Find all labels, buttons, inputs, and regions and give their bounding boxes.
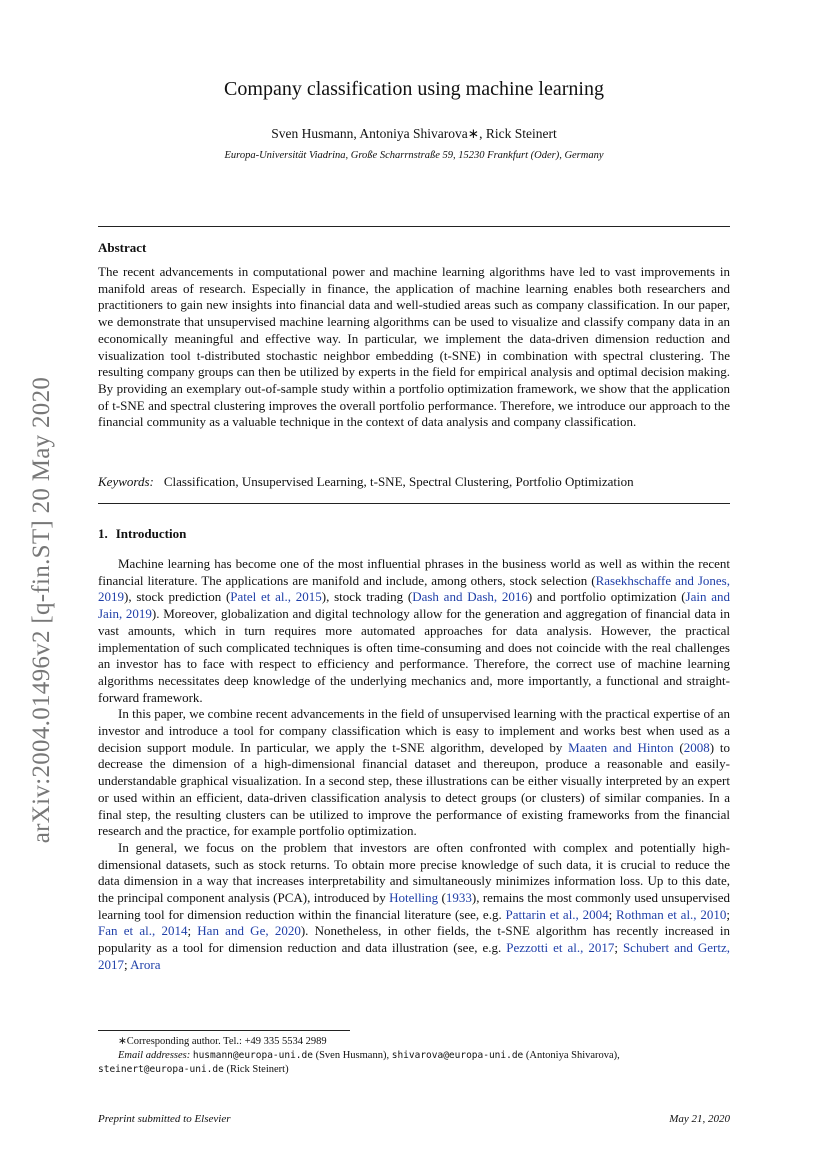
email-link[interactable]: shivarova@europa-uni.de (391, 1050, 524, 1061)
footnote-corresponding: ∗Corresponding author. Tel.: +49 335 5534 2989 (118, 1036, 327, 1047)
citation-link[interactable]: Rothman et al., 2010 (616, 906, 727, 922)
email-link[interactable]: husmann@europa-uni.de (192, 1050, 313, 1061)
text-run: ; (614, 940, 623, 956)
citation-link[interactable]: Dash and Dash, 2016 (412, 589, 528, 605)
text-run: ; (124, 956, 131, 972)
text-run: ). Nonetheless, in other fields, the t-SNE algorithm has recently increased in popularity as a tool for dimension reduction and data illustration (see, e.g. (98, 923, 730, 956)
abstract-text: The recent advancements in computational power and machine learning algorithms have led to vast improvements in manifold areas of research. Especially in finance, the application of machine learning enables both researchers and practitioners to gain new insights into financial data and well-studied areas such as company classification. In our paper, we demonstrate that unsupervised machine learning algorithms can be used to visualize and classify company data in an economically meaningful and effective way. In particular, we implement the data-driven dimension reduction and visualization tool t-distributed stochastic neighbor embedding (t-SNE) in combination with spectral clustering. The resulting company groups can then be utilized by experts in the field for empirical analysis and optimal decision making. By providing an exemplary out-of-sample study within a portfolio optimization framework, we show that the application of t-SNE and spectral clustering improves the overall portfolio performance. Therefore, we introduce our approach to the financial community as a valuable technique in the context of data analysis and company classification. (98, 264, 730, 430)
text-run: ; (726, 906, 730, 922)
footnote-rule (98, 1030, 350, 1031)
author-name: (Antoniya Shivarova), (523, 1050, 620, 1061)
text-run: In this paper, we combine recent advancements in the field of unsupervised learning with the practical expertise of an investor and introduce a tool for company classification which is easy to implement and works best when used as a decision support module. In particular, we apply the t-SNE algorithm, developed by (98, 706, 730, 755)
footer-left: Preprint submitted to Elsevier (98, 1113, 231, 1125)
page-footer (98, 1113, 730, 1125)
citation-link[interactable]: Maaten and Hinton (568, 739, 674, 755)
introduction-body (98, 556, 730, 974)
footnote-emails (98, 1049, 730, 1063)
citation-link[interactable]: Jain and Jain, 2019 (98, 589, 731, 622)
arxiv-identifier-text: arXiv:2004.01496v2 [q-fin.ST] 20 May 2020 (28, 376, 56, 844)
intro-paragraph-1 (98, 556, 730, 706)
citation-link[interactable]: Han and Ge, 2020 (197, 923, 301, 939)
author-name: (Sven Husmann), (312, 1050, 392, 1061)
text-run: ), stock prediction ( (124, 589, 231, 605)
text-run: Machine learning has become one of the most influential phrases in the business world as well as within the recent financial literature. The applications are manifold and include, among others, stock selection ( (98, 556, 730, 588)
text-run: ), remains the most commonly used unsupervised learning tool for dimension reduction within the financial literature (see, e.g. (98, 890, 730, 922)
text-run: ). Moreover, globalization and digital technology allow for the generation and aggregation of financial data in vast amounts, which in turn requires more automated approaches for data analysis. However, the practical implementation of such complicated techniques is often time-consuming and does not coincide with the real challenges an investor has to face with respect to efficiency and performance. Therefore, the correct use of machine learning algorithms necessitates deep knowledge of the underlying mechanics and, more importantly, a functional and straight-forward framework. (98, 606, 730, 705)
text-run: ; (187, 923, 198, 939)
citation-link[interactable]: Rasekhschaffe and Jones, 2019 (98, 572, 730, 605)
text-run: In general, we focus on the problem that investors are often confronted with complex and potentially high-dimensional datasets, such as stock returns. To obtain more precise knowledge of such data, it is crucial to reduce the data dimension in a way that increases interpretability and simultaneously minimizes information loss. Up to this date, the principal component analysis (PCA), introduced by (98, 839, 730, 906)
citation-link[interactable]: Patel et al., 2015 (230, 589, 322, 605)
citation-link[interactable]: Arora (130, 956, 161, 972)
abstract-heading: Abstract (98, 240, 147, 255)
footnote-emails-cont (98, 1063, 730, 1077)
citation-link[interactable]: 2008 (683, 739, 710, 755)
paper-affiliation: Europa-Universität Viadrina, Große Scharrnstraße 59, 15230 Frankfurt (Oder), Germany (224, 150, 604, 161)
keywords-text: Classification, Unsupervised Learning, t-SNE, Spectral Clustering, Portfolio Optimization (163, 474, 634, 489)
text-run: ) to decrease the dimension of a high-dimensional financial dataset and thereupon, produce a reasonable and easily-understandable graphical visualization. In a second step, these illustrations can be either visually interpreted by an expert or used within an efficient, data-driven classification analysis to detect groups (or clusters) of similar companies. In a final step, the resulting clusters can be utilized to improve the performance of existing frameworks from the financial research and the practice, for example portfolio optimization. (98, 739, 730, 839)
citation-link[interactable]: Hotelling (389, 890, 439, 906)
email-label: Email addresses: (118, 1050, 191, 1061)
citation-link[interactable]: Pezzotti et al., 2017 (506, 940, 615, 956)
introduction-heading (98, 526, 186, 542)
citation-link[interactable]: Pattarin et al., 2004 (505, 906, 609, 922)
section-number: 1. (98, 526, 108, 541)
paper-authors: Sven Husmann, Antoniya Shivarova∗, Rick Steinert (271, 126, 557, 141)
email-link[interactable]: steinert@europa-uni.de (98, 1064, 224, 1075)
keywords-label: Keywords: (98, 474, 154, 489)
citation-link[interactable]: 1933 (445, 890, 472, 906)
citation-link[interactable]: Fan et al., 2014 (98, 923, 188, 939)
abstract-top-rule (98, 226, 730, 227)
section-title: Introduction (115, 526, 187, 541)
intro-paragraph-2 (98, 706, 730, 840)
abstract-bottom-rule (98, 503, 730, 504)
paper-title: Company classification using machine learning (224, 78, 604, 100)
keywords (98, 474, 634, 490)
text-run: ) and portfolio optimization ( (527, 589, 686, 605)
intro-paragraph-3 (98, 840, 730, 974)
citation-link[interactable]: Schubert and Gertz, 2017 (98, 940, 731, 972)
footer-date: May 21, 2020 (669, 1113, 730, 1125)
text-run: ), stock trading ( (321, 589, 413, 605)
text-run: ; (608, 906, 617, 922)
text-run: ( (438, 890, 446, 906)
text-run: ( (673, 739, 684, 755)
author-name: (Rick Steinert) (223, 1064, 289, 1075)
arxiv-identifier (22, 350, 62, 870)
